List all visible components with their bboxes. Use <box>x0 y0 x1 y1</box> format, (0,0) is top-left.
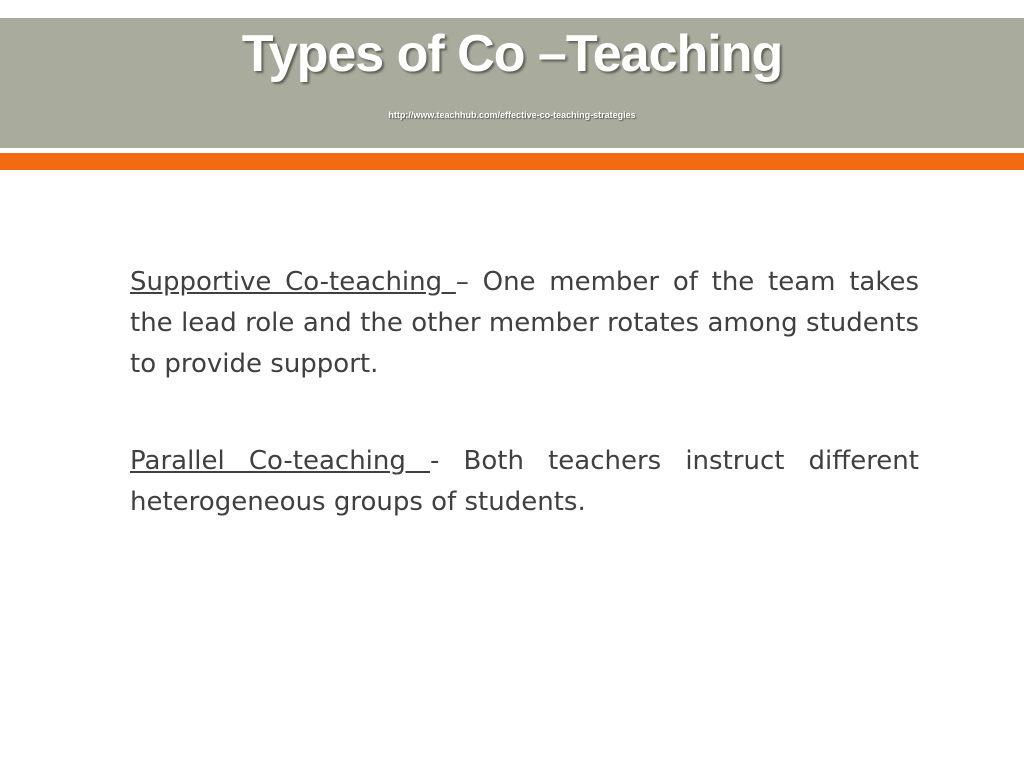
separator: - <box>430 446 464 476</box>
paragraph-supportive <box>130 262 919 385</box>
definition-supportive: One member of the team takes the lead role and the other member rotates among students to provide support. <box>130 267 919 379</box>
slide-body <box>130 262 919 579</box>
definition-parallel: Both teachers instruct different heterogeneous groups of students. <box>130 446 919 517</box>
separator: – <box>455 267 483 297</box>
source-link[interactable]: http://www.teachhub.com/effective-co-teaching-strategies <box>388 110 636 120</box>
term-supportive-co-teaching: Supportive Co-teaching <box>130 267 456 297</box>
accent-bar <box>0 153 1024 170</box>
slide-title: Types of Co –Teaching <box>241 25 783 83</box>
term-parallel-co-teaching: Parallel Co-teaching <box>130 446 431 476</box>
paragraph-parallel <box>130 441 919 523</box>
